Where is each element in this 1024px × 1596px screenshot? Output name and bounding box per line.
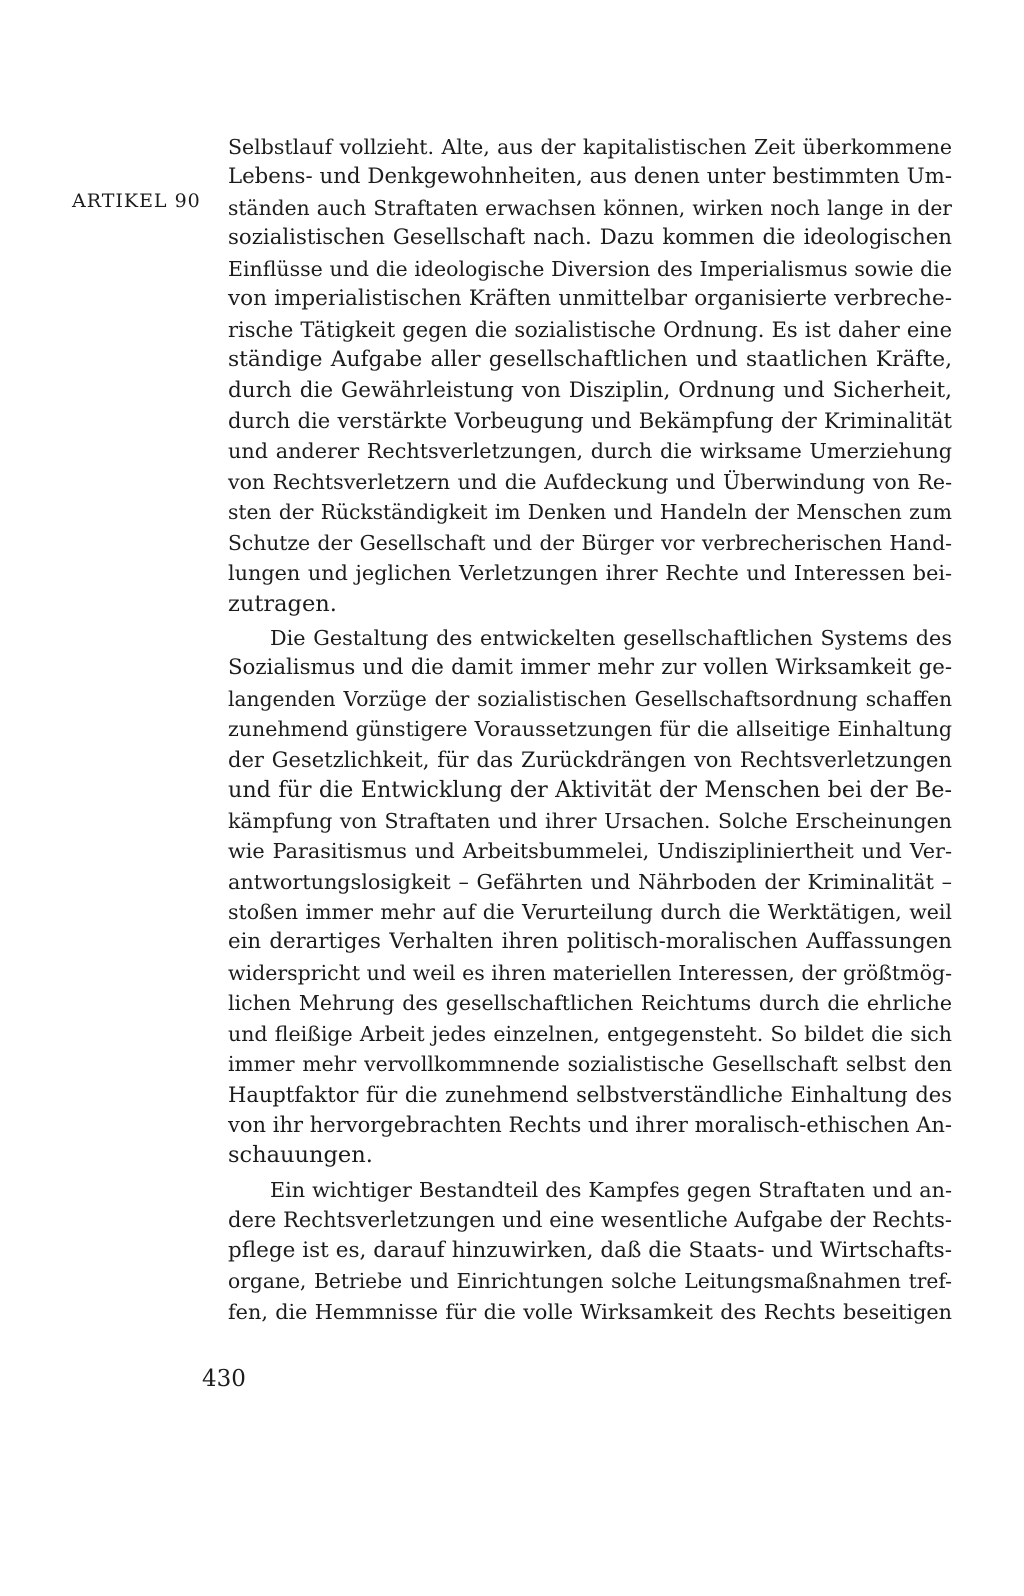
- paragraph: [228, 132, 952, 619]
- text-line: Schutze der Gesellschaft und der Bürger vor verbrecherischen Hand-: [228, 530, 952, 555]
- text-line: sten der Rückständigkeit im Denken und Handeln der Menschen zum: [228, 500, 952, 525]
- text-line: ständen auch Straftaten erwachsen können, wirken noch lange in der: [228, 195, 952, 220]
- text-line: organe, Betriebe und Einrichtungen solche Leitungsmaßnahmen tref-: [228, 1269, 952, 1294]
- text-line: wie Parasitismus und Arbeitsbummelei, Undiszipliniertheit und Ver-: [228, 839, 952, 864]
- text-line: zutragen.: [228, 590, 337, 617]
- text-line: Hauptfaktor für die zunehmend selbstverständliche Einhaltung des: [228, 1082, 952, 1107]
- text-line: widerspricht und weil es ihren materiellen Interessen, der größtmög-: [228, 960, 952, 985]
- text-line: stoßen immer mehr auf die Verurteilung durch die Werktätigen, weil: [228, 899, 952, 924]
- text-line: rische Tätigkeit gegen die sozialistische Ordnung. Es ist daher eine: [228, 317, 952, 342]
- text-line: und anderer Rechtsverletzungen, durch die wirksame Umerziehung: [228, 439, 952, 464]
- text-line: Selbstlauf vollzieht. Alte, aus der kapitalistischen Zeit überkommene: [228, 135, 952, 159]
- article-margin-note: ARTIKEL 90: [72, 190, 201, 212]
- text-line: der Gesetzlichkeit, für das Zurückdrängen von Rechtsverletzungen: [228, 747, 952, 772]
- text-line: von Rechtsverletzern und die Aufdeckung und Überwindung von Re-: [228, 469, 952, 494]
- text-line: pflege ist es, darauf hinzuwirken, daß die Staats- und Wirtschafts-: [228, 1237, 952, 1263]
- text-line: antwortungslosigkeit – Gefährten und Nährboden der Kriminalität –: [228, 869, 952, 894]
- text-line: zunehmend günstigere Voraussetzungen für die allseitige Einhaltung: [228, 717, 952, 742]
- text-line: von imperialistischen Kräften unmittelbar organisierte verbreche-: [228, 286, 952, 312]
- text-line: dere Rechtsverletzungen und eine wesentliche Aufgabe der Rechts-: [228, 1208, 952, 1233]
- text-line: schauungen.: [228, 1142, 373, 1169]
- text-line: Sozialismus und die damit immer mehr zur vollen Wirksamkeit ge-: [228, 655, 952, 681]
- paragraph: [228, 1175, 952, 1327]
- text-line: durch die verstärkte Vorbeugung und Bekämpfung der Kriminalität: [228, 408, 952, 433]
- text-line: und fleißige Arbeit jedes einzelnen, entgegensteht. So bildet die sich: [228, 1021, 952, 1046]
- text-line: immer mehr vervollkommnende sozialistische Gesellschaft selbst den: [228, 1052, 952, 1077]
- text-line: Ein wichtiger Bestandteil des Kampfes gegen Straftaten und an-: [270, 1177, 952, 1202]
- body-text: [228, 132, 952, 1327]
- text-line: langenden Vorzüge der sozialistischen Gesellschaftsordnung schaffen: [228, 686, 952, 711]
- text-line: Die Gestaltung des entwickelten gesellschaftlichen Systems des: [270, 626, 952, 650]
- text-line: fen, die Hemmnisse für die volle Wirksamkeit des Rechts beseitigen: [228, 1299, 952, 1324]
- text-line: kämpfung von Straftaten und ihrer Ursachen. Solche Erscheinungen: [228, 808, 952, 833]
- text-line: durch die Gewährleistung von Disziplin, Ordnung und Sicherheit,: [228, 377, 952, 403]
- text-line: sozialistischen Gesellschaft nach. Dazu kommen die ideologischen: [228, 225, 952, 251]
- text-line: ein derartiges Verhalten ihren politisch-moralischen Auffassungen: [228, 929, 952, 955]
- paragraph: [228, 623, 952, 1171]
- text-line: lungen und jeglichen Verletzungen ihrer Rechte und Interessen bei-: [228, 561, 952, 586]
- text-line: ständige Aufgabe aller gesellschaftlichen und staatlichen Kräfte,: [228, 347, 952, 373]
- text-line: und für die Entwicklung der Aktivität der Menschen bei der Be-: [228, 777, 952, 804]
- page-number: 430: [202, 1366, 246, 1392]
- text-line: lichen Mehrung des gesellschaftlichen Reichtums durch die ehrliche: [228, 991, 952, 1016]
- text-line: Lebens- und Denkgewohnheiten, aus denen unter bestimmten Um-: [228, 164, 952, 190]
- text-line: von ihr hervorgebrachten Rechts und ihrer moralisch-ethischen An-: [228, 1113, 952, 1137]
- text-line: Einflüsse und die ideologische Diversion des Imperialismus sowie die: [228, 256, 952, 281]
